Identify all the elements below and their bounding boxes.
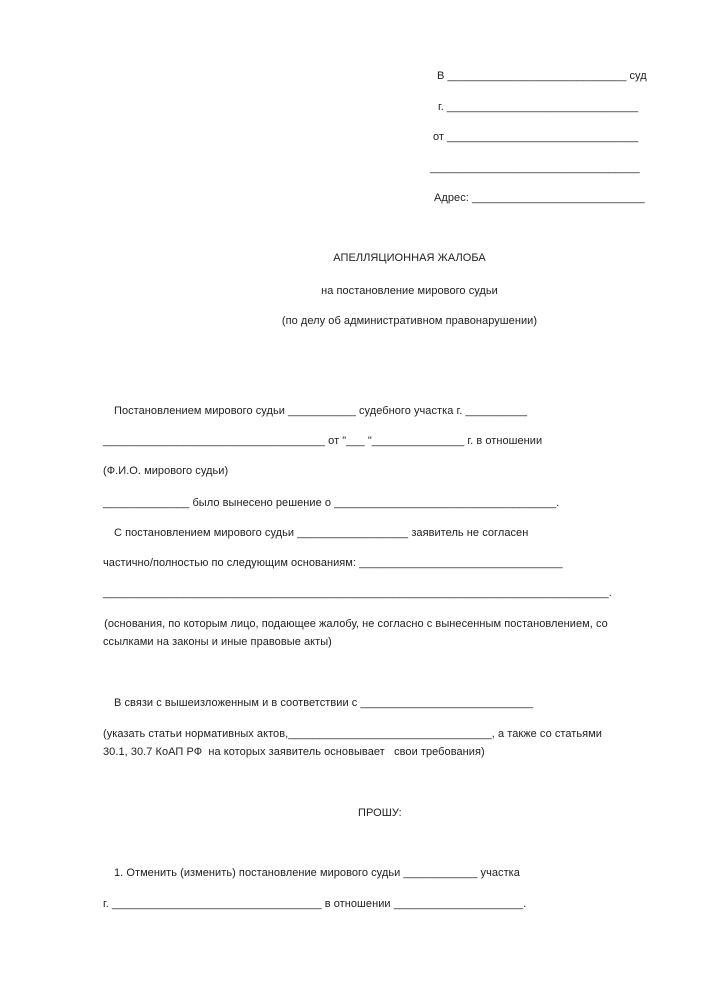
paragraph2-line3: __________________________________________________________________________________. — [103, 587, 612, 599]
request-heading: ПРОШУ: — [358, 807, 402, 819]
paragraph2-note-line2: ссылками на законы и иные правовые акты) — [103, 636, 332, 648]
header-city: г. _______________________________ — [438, 101, 639, 113]
paragraph3-line1: В связи с вышеизложенным и в соответствии с ____________________________ — [114, 697, 534, 709]
paragraph1-line3: (Ф.И.О. мирового судьи) — [103, 465, 229, 477]
header-address: Адрес: ____________________________ — [434, 192, 645, 204]
document-subtitle: на постановление мирового судьи — [321, 285, 498, 297]
request-item1-line2: г. __________________________________ в отношении _____________________. — [103, 898, 527, 910]
paragraph3-line3: 30.1, 30.7 КоАП РФ на которых заявитель основывает свои требования) — [103, 746, 485, 758]
document-case-type: (по делу об административном правонарушении) — [281, 315, 538, 327]
paragraph2-note-line1: (основания, по которым лицо, подающее жалобу, не согласно с вынесенным постановлением, со — [101, 618, 608, 630]
paragraph1-line1: Постановлением мирового судьи ___________ судебного участка г. __________ — [114, 405, 528, 417]
header-from-continued: __________________________________ — [430, 162, 640, 174]
header-court: В _____________________________ суд — [437, 70, 647, 82]
header-from: от _______________________________ — [433, 131, 639, 143]
paragraph1-line4: ______________ было вынесено решение о ____________________________________. — [103, 497, 560, 509]
paragraph2-line2: частично/полностью по следующим основаниям: _________________________________ — [103, 557, 563, 569]
request-item1-line1: 1. Отменить (изменить) постановление мирового судьи ____________ участка — [114, 867, 520, 879]
document-title: АПЕЛЛЯЦИОННАЯ ЖАЛОБА — [333, 252, 486, 264]
paragraph3-line2: (указать статьи нормативных актов,_________________________________, а также со статьями — [103, 728, 602, 740]
paragraph2-line1: С постановлением мирового судьи __________________ заявитель не согласен — [114, 527, 529, 539]
paragraph1-line2: ____________________________________ от "___ "_______________ г. в отношении — [103, 435, 543, 447]
